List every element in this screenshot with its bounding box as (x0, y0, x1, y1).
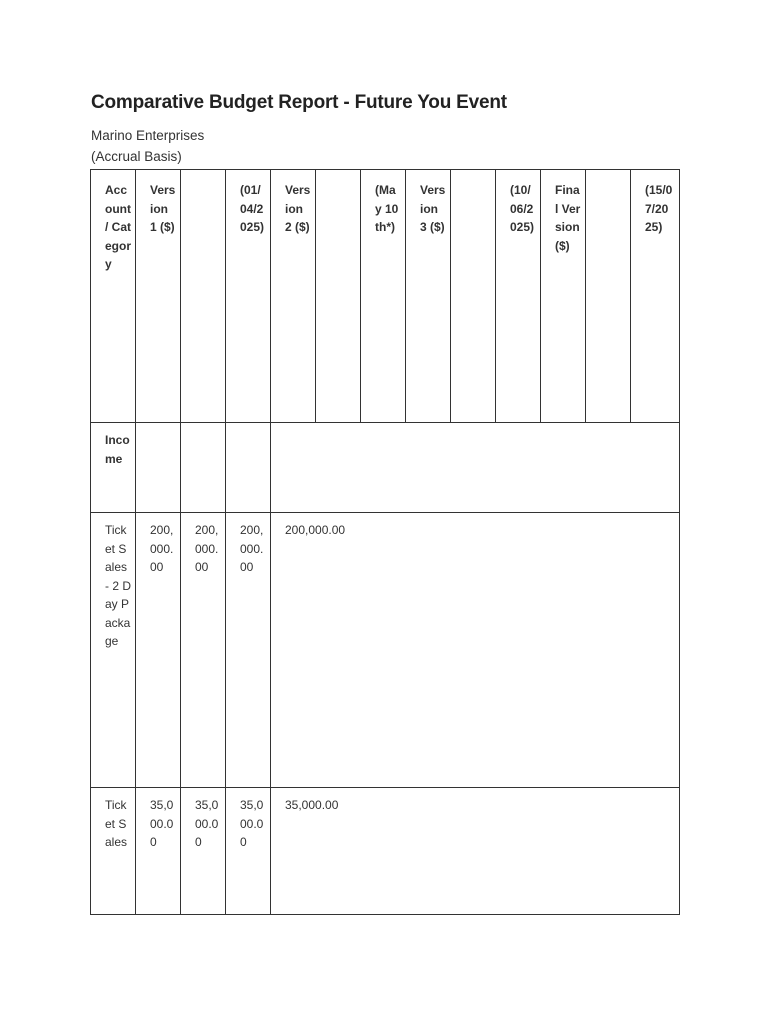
table-cell-empty (136, 423, 181, 513)
header-cell-blank-4 (586, 170, 631, 423)
section-label-income: Income (91, 423, 136, 513)
row-value-column-3: 35,000.00 (226, 788, 271, 915)
company-name: Marino Enterprises (91, 128, 205, 143)
row-value-merged: 35,000.00 (271, 788, 680, 915)
table-row (91, 513, 680, 788)
table-cell-empty-wide (271, 423, 680, 513)
header-cell-date-1: (01/04/2025) (226, 170, 271, 423)
row-value-column-3: 200,000.00 (226, 513, 271, 788)
header-cell-blank-2 (316, 170, 361, 423)
header-cell-version-2: Version 2 ($) (271, 170, 316, 423)
header-cell-date-3: (10/06/2025) (496, 170, 541, 423)
table-cell-empty (181, 423, 226, 513)
row-account-label: Ticket Sales (91, 788, 136, 915)
header-cell-date-4: (15/07/2025) (631, 170, 680, 423)
row-value-merged: 200,000.00 (271, 513, 680, 788)
table-header-row (91, 170, 680, 423)
header-cell-blank-1 (181, 170, 226, 423)
table-cell-empty (226, 423, 271, 513)
header-cell-version-1: Version 1 ($) (136, 170, 181, 423)
row-value-column-2: 200,000.00 (181, 513, 226, 788)
header-cell-version-3: Version 3 ($) (406, 170, 451, 423)
table-row-income-section (91, 423, 680, 513)
table-row (91, 788, 680, 915)
header-cell-final-version: Final Version ($) (541, 170, 586, 423)
budget-table (90, 169, 680, 915)
accounting-basis: (Accrual Basis) (91, 149, 182, 164)
header-cell-blank-3 (451, 170, 496, 423)
header-cell-account: Account / Category (91, 170, 136, 423)
report-title: Comparative Budget Report - Future You Event (91, 92, 507, 113)
row-value-column-2: 35,000.00 (181, 788, 226, 915)
row-value-version-1: 35,000.00 (136, 788, 181, 915)
header-cell-date-2: (May 10th*) (361, 170, 406, 423)
row-account-label: Ticket Sales - 2 Day Package (91, 513, 136, 788)
row-value-version-1: 200,000.00 (136, 513, 181, 788)
